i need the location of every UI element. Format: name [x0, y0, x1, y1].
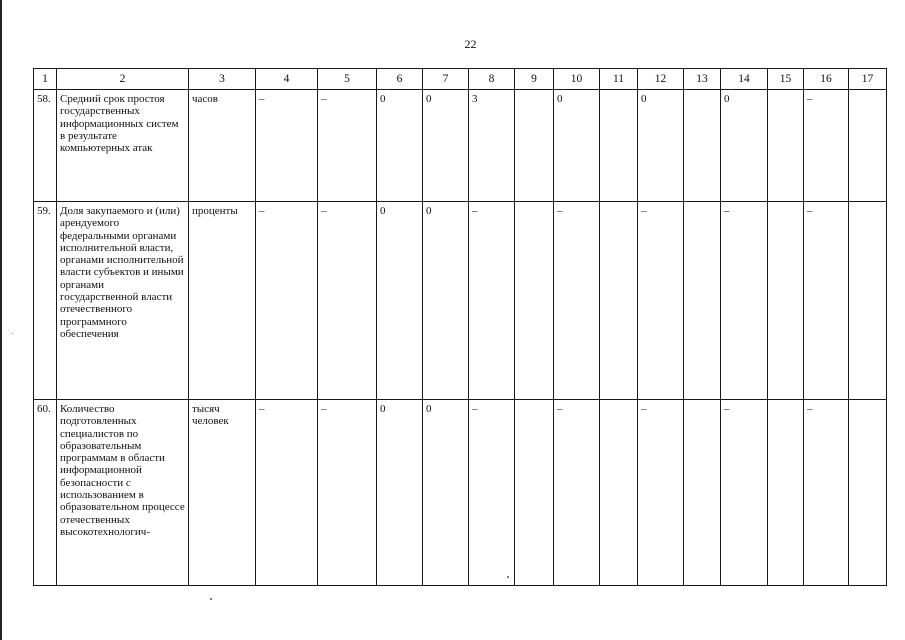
value-cell: –	[469, 400, 515, 586]
value-cell: –	[638, 202, 684, 400]
value-cell	[849, 202, 887, 400]
value-cell	[600, 90, 638, 202]
value-cell: –	[318, 400, 377, 586]
column-header: 14	[721, 69, 768, 90]
column-header: 4	[256, 69, 318, 90]
unit-cell: часов	[189, 90, 256, 202]
indicator-name: Доля закупаемого и (или) арендуемого федеральными органами исполнительной власти, органами исполнительной власти субъектов и иными органами государственной власти отечественного программного обеспечения	[57, 202, 189, 400]
data-table	[33, 68, 887, 586]
row-number: 59.	[34, 202, 57, 400]
column-header: 17	[849, 69, 887, 90]
column-header: 2	[57, 69, 189, 90]
unit-cell: тысяч человек	[189, 400, 256, 586]
value-cell: –	[318, 90, 377, 202]
value-cell: 0	[721, 90, 768, 202]
value-cell: –	[318, 202, 377, 400]
value-cell: –	[638, 400, 684, 586]
value-cell: 0	[377, 202, 423, 400]
column-header: 5	[318, 69, 377, 90]
column-header: 7	[423, 69, 469, 90]
indicator-name: Средний срок простоя государственных информационных систем в результате компьютерных атак	[57, 90, 189, 202]
value-cell: 0	[638, 90, 684, 202]
value-cell: –	[721, 202, 768, 400]
row-number: 60.	[34, 400, 57, 586]
value-cell	[768, 202, 804, 400]
column-header: 13	[684, 69, 721, 90]
column-header: 10	[554, 69, 600, 90]
scan-speck	[507, 576, 509, 578]
column-header: 16	[804, 69, 849, 90]
column-header: 6	[377, 69, 423, 90]
value-cell	[515, 90, 554, 202]
value-cell	[684, 400, 721, 586]
value-cell	[515, 400, 554, 586]
value-cell	[600, 202, 638, 400]
table-row	[34, 202, 887, 400]
value-cell: –	[804, 400, 849, 586]
value-cell: 0	[377, 400, 423, 586]
value-cell	[684, 202, 721, 400]
column-header: 8	[469, 69, 515, 90]
column-header: 3	[189, 69, 256, 90]
value-cell	[768, 400, 804, 586]
value-cell: 0	[423, 400, 469, 586]
value-cell: –	[554, 202, 600, 400]
value-cell: –	[469, 202, 515, 400]
table-row	[34, 90, 887, 202]
scan-speck	[12, 333, 13, 334]
value-cell	[849, 90, 887, 202]
value-cell	[768, 90, 804, 202]
value-cell: 0	[423, 90, 469, 202]
column-header: 9	[515, 69, 554, 90]
value-cell: –	[804, 202, 849, 400]
value-cell: 0	[554, 90, 600, 202]
value-cell	[684, 90, 721, 202]
column-header: 12	[638, 69, 684, 90]
column-header: 15	[768, 69, 804, 90]
unit-cell: проценты	[189, 202, 256, 400]
value-cell: –	[721, 400, 768, 586]
value-cell: 0	[423, 202, 469, 400]
value-cell: 0	[377, 90, 423, 202]
table-row	[34, 400, 887, 586]
value-cell: –	[256, 90, 318, 202]
value-cell: –	[256, 202, 318, 400]
value-cell: 3	[469, 90, 515, 202]
page-number: 22	[464, 37, 477, 51]
indicator-name: Количество подготовленных специалистов по образовательным программам в области информационной безопасности с использованием в образовательном процессе отечественных высокотехнологич-	[57, 400, 189, 586]
header-row	[34, 69, 887, 90]
scan-speck	[210, 598, 212, 600]
value-cell: –	[804, 90, 849, 202]
row-number: 58.	[34, 90, 57, 202]
value-cell: –	[256, 400, 318, 586]
page-edge-line	[0, 0, 2, 640]
value-cell: –	[554, 400, 600, 586]
column-header: 1	[34, 69, 57, 90]
value-cell	[849, 400, 887, 586]
value-cell	[515, 202, 554, 400]
value-cell	[600, 400, 638, 586]
column-header: 11	[600, 69, 638, 90]
